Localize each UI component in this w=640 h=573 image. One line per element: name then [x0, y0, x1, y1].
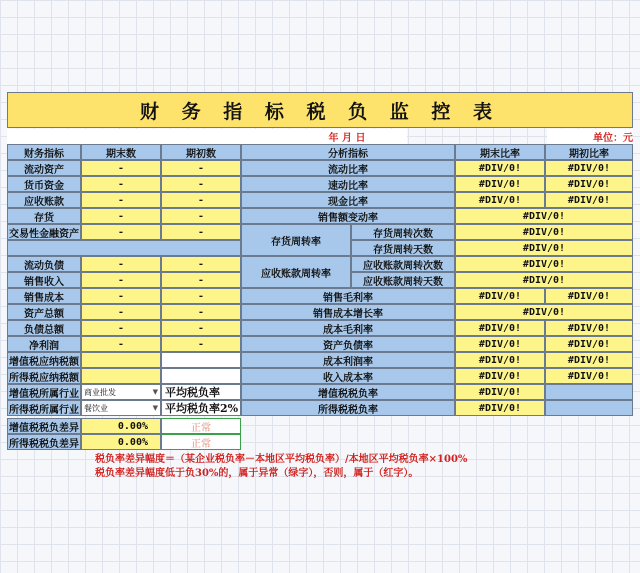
vat-industry-value: 商业批发 [84, 387, 116, 397]
header-financial-indicator: 财务指标 [7, 144, 81, 160]
formula-note: 税负率差异幅度＝（某企业税负率－本地区平均税负率）/本地区平均税负率×100% [95, 454, 468, 465]
income-industry-select[interactable] [81, 400, 161, 416]
ratio-label: 成本利润率 [241, 352, 455, 368]
end-value-cell[interactable] [81, 368, 161, 384]
end-value-cell[interactable]: - [81, 288, 161, 304]
row-label: 净利润 [7, 336, 81, 352]
ratio-label: 速动比率 [241, 176, 455, 192]
start-value-cell[interactable]: - [161, 192, 241, 208]
start-ratio-cell: #DIV/0! [545, 336, 633, 352]
ratio-label: 应收账款周转次数 [351, 256, 455, 272]
end-ratio-cell: #DIV/0! [455, 368, 545, 384]
income-avg-label: 平均税负率2% [161, 400, 241, 416]
chevron-down-icon[interactable]: ▼ [152, 388, 158, 396]
row-label: 交易性金融资产 [7, 224, 81, 240]
ratio-label: 应收账款周转天数 [351, 272, 455, 288]
chevron-down-icon[interactable]: ▼ [152, 404, 158, 412]
start-ratio-cell: #DIV/0! [545, 320, 633, 336]
start-ratio-cell: #DIV/0! [545, 176, 633, 192]
start-ratio-cell: #DIV/0! [545, 192, 633, 208]
end-ratio-cell: #DIV/0! [455, 336, 545, 352]
start-value-cell[interactable]: - [161, 176, 241, 192]
header-end-ratio: 期末比率 [455, 144, 545, 160]
end-ratio-cell: #DIV/0! [455, 176, 545, 192]
end-ratio-cell: #DIV/0! [455, 400, 545, 416]
end-ratio-cell: #DIV/0! [455, 384, 545, 400]
vat-industry-select[interactable] [81, 384, 161, 400]
merged-ratio-cell: #DIV/0! [455, 240, 633, 256]
header-end-value: 期末数 [81, 144, 161, 160]
end-value-cell[interactable]: - [81, 224, 161, 240]
income-diff-status: 正常 [161, 434, 241, 450]
sheet-title: 财 务 指 标 税 负 监 控 表 [7, 92, 633, 128]
vat-diff-label: 增值税税负差异 [7, 418, 81, 434]
start-value-cell[interactable] [161, 352, 241, 368]
row-label: 销售成本 [7, 288, 81, 304]
start-ratio-cell: #DIV/0! [545, 352, 633, 368]
ratio-label: 销售额变动率 [241, 208, 455, 224]
header-start-value: 期初数 [161, 144, 241, 160]
vat-diff-value: 0.00% [81, 418, 161, 434]
row-label: 负债总额 [7, 320, 81, 336]
income-diff-value: 0.00% [81, 434, 161, 450]
start-value-cell[interactable]: - [161, 320, 241, 336]
merged-ratio-cell: #DIV/0! [455, 256, 633, 272]
vat-avg-label: 平均税负率 [161, 384, 241, 400]
row-label: 流动资产 [7, 160, 81, 176]
merged-ratio-cell: #DIV/0! [455, 272, 633, 288]
start-value-cell[interactable]: - [161, 224, 241, 240]
end-value-cell[interactable]: - [81, 336, 161, 352]
date-row-bg [7, 129, 287, 144]
end-value-cell[interactable]: - [81, 208, 161, 224]
ratio-label: 资产负债率 [241, 336, 455, 352]
end-value-cell[interactable]: - [81, 304, 161, 320]
row-label: 货币资金 [7, 176, 81, 192]
unit-label: 单位：元 [547, 129, 633, 144]
merged-ratio-cell: #DIV/0! [455, 224, 633, 240]
row-label: 应收账款 [7, 192, 81, 208]
ratio-label: 销售毛利率 [241, 288, 455, 304]
merged-ratio-cell: #DIV/0! [455, 208, 633, 224]
start-ratio-cell: #DIV/0! [545, 160, 633, 176]
ratio-label: 现金比率 [241, 192, 455, 208]
start-value-cell[interactable]: - [161, 272, 241, 288]
ratio-label: 存货周转天数 [351, 240, 455, 256]
ar-turnover-group: 应收账款周转率 [241, 256, 351, 288]
start-ratio-cell: #DIV/0! [545, 288, 633, 304]
inventory-turnover-group: 存货周转率 [241, 224, 351, 256]
vat-diff-status: 正常 [161, 418, 241, 434]
start-ratio-cell [545, 400, 633, 416]
end-value-cell[interactable]: - [81, 272, 161, 288]
ratio-label: 增值税税负率 [241, 384, 455, 400]
ratio-label: 销售成本增长率 [241, 304, 455, 320]
row-label: 增值税应纳税额 [7, 352, 81, 368]
vat-industry-label: 增值税所属行业 [7, 384, 81, 400]
start-value-cell[interactable]: - [161, 304, 241, 320]
spacer-row [7, 240, 241, 256]
row-label: 资产总额 [7, 304, 81, 320]
end-value-cell[interactable]: - [81, 160, 161, 176]
income-diff-label: 所得税税负差异 [7, 434, 81, 450]
header-start-ratio: 期初比率 [545, 144, 633, 160]
spreadsheet [7, 92, 633, 479]
start-value-cell[interactable]: - [161, 288, 241, 304]
rule-note: 税负率差异幅度低于负30%的，属于异常（绿字），否则，属于（红字）。 [95, 468, 419, 479]
merged-ratio-cell: #DIV/0! [455, 304, 633, 320]
end-ratio-cell: #DIV/0! [455, 192, 545, 208]
row-label: 流动负债 [7, 256, 81, 272]
header-analysis-indicator: 分析指标 [241, 144, 455, 160]
start-value-cell[interactable]: - [161, 160, 241, 176]
ratio-label: 成本毛利率 [241, 320, 455, 336]
end-ratio-cell: #DIV/0! [455, 320, 545, 336]
start-value-cell[interactable] [161, 368, 241, 384]
start-value-cell[interactable]: - [161, 208, 241, 224]
ratio-label: 存货周转次数 [351, 224, 455, 240]
end-value-cell[interactable]: - [81, 176, 161, 192]
date-label: 年 月 日 [287, 129, 407, 144]
row-label: 存货 [7, 208, 81, 224]
end-ratio-cell: #DIV/0! [455, 160, 545, 176]
income-industry-value: 餐饮业 [84, 403, 108, 413]
end-value-cell[interactable] [81, 352, 161, 368]
start-value-cell[interactable]: - [161, 336, 241, 352]
end-ratio-cell: #DIV/0! [455, 352, 545, 368]
start-ratio-cell: #DIV/0! [545, 368, 633, 384]
ratio-label: 收入成本率 [241, 368, 455, 384]
row-label: 所得税应纳税额 [7, 368, 81, 384]
start-ratio-cell [545, 384, 633, 400]
end-value-cell[interactable]: - [81, 192, 161, 208]
end-value-cell[interactable]: - [81, 320, 161, 336]
income-industry-label: 所得税所属行业 [7, 400, 81, 416]
end-value-cell[interactable]: - [81, 256, 161, 272]
row-label: 销售收入 [7, 272, 81, 288]
ratio-label: 流动比率 [241, 160, 455, 176]
end-ratio-cell: #DIV/0! [455, 288, 545, 304]
start-value-cell[interactable]: - [161, 256, 241, 272]
ratio-label: 所得税税负率 [241, 400, 455, 416]
